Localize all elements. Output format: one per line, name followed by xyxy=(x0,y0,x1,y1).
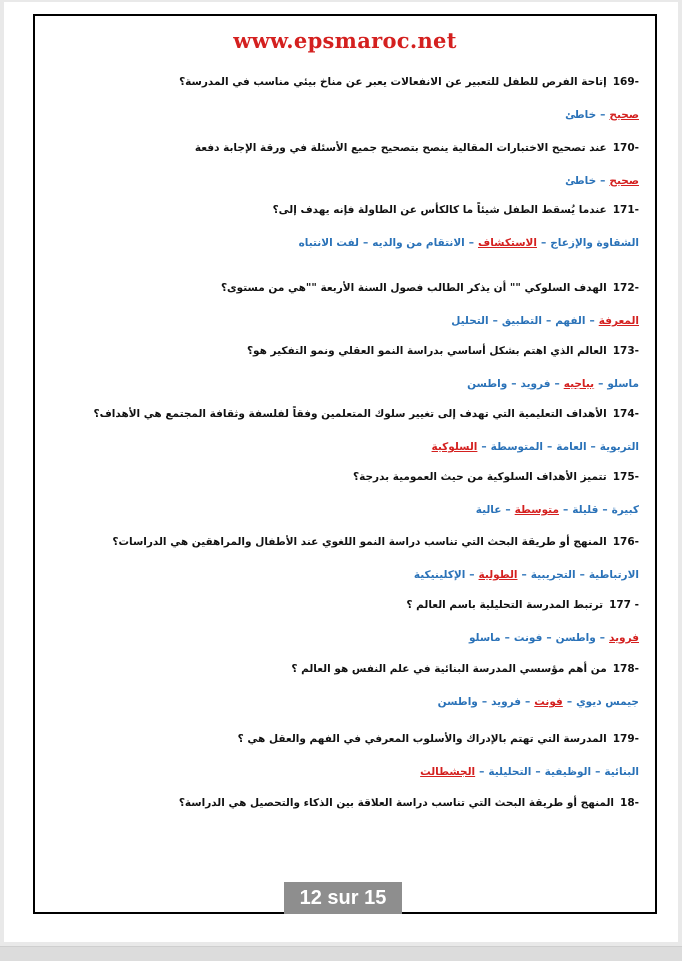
question-text: المنهج أو طريقة البحث التي تناسب دراسة النمو اللغوي عند الأطفال والمراهقين هي الدراسات؟ xyxy=(112,536,607,548)
question-line xyxy=(51,280,639,296)
option-separator: – xyxy=(566,696,573,708)
answer-option: ماسلو xyxy=(468,632,501,644)
option-separator: – xyxy=(511,378,517,390)
correct-answer: صحيح xyxy=(609,109,639,121)
question-number: 18- xyxy=(620,797,639,809)
question-line xyxy=(51,534,639,550)
answer-option: الشقاوة والإزعاج xyxy=(550,237,639,249)
page-border xyxy=(33,14,657,914)
option-separator: – xyxy=(535,766,541,778)
question-text: المنهج أو طريقة البحث التي تناسب دراسة العلاقة بين الذكاء والتحصيل هي الدراسة؟ xyxy=(178,797,615,809)
question-line xyxy=(51,469,639,485)
answer-option: الفهم xyxy=(555,315,586,327)
answer-option: الارتباطية xyxy=(588,569,639,581)
option-separator: – xyxy=(562,504,569,516)
answer-option: ماسلو xyxy=(607,378,639,390)
option-separator: – xyxy=(479,766,485,778)
option-separator: – xyxy=(600,109,606,121)
option-separator: – xyxy=(481,696,488,708)
question-number: 174- xyxy=(612,408,639,420)
question-line xyxy=(51,597,639,613)
answer-options xyxy=(51,235,639,251)
option-separator: – xyxy=(579,569,585,581)
option-separator: – xyxy=(521,569,527,581)
option-separator: – xyxy=(540,237,547,249)
question-number: 172- xyxy=(612,282,639,294)
correct-answer: فونت xyxy=(534,696,563,708)
question-text: تتميز الأهداف السلوكية من حيث العمومية بدرجة؟ xyxy=(353,471,607,483)
answer-option: المتوسطة xyxy=(490,441,544,453)
question-number: 173- xyxy=(612,345,639,357)
answer-options xyxy=(51,313,639,329)
option-separator: – xyxy=(600,175,606,187)
question-text: العالم الذي اهتم بشكل أساسي بدراسة النمو العقلي ونمو التفكير هو؟ xyxy=(246,345,607,357)
question-number: 171- xyxy=(612,204,639,216)
option-separator: – xyxy=(481,441,487,453)
answer-option: الوظيفية xyxy=(544,766,592,778)
document-page xyxy=(4,2,678,942)
question-line xyxy=(51,795,639,811)
correct-answer: متوسطة xyxy=(514,504,559,516)
option-separator: – xyxy=(545,315,552,327)
question-text: عند تصحيح الاختبارات المقالية ينصح بتصحيح جميع الأسئلة في ورقة الإجابة دفعة xyxy=(194,142,607,154)
answer-option: جيمس ديوي xyxy=(576,696,639,708)
answer-option: عالية xyxy=(475,504,502,516)
question-number: 169- xyxy=(612,76,639,88)
answer-option: واطسن xyxy=(555,632,596,644)
question-line xyxy=(51,202,639,218)
option-separator: – xyxy=(599,632,606,644)
answer-option: لفت الانتباه xyxy=(298,237,359,249)
site-header: www.epsmaroc.net xyxy=(233,28,457,53)
correct-answer: المعرفة xyxy=(598,315,639,327)
answer-option: التربوية xyxy=(599,441,639,453)
answer-option: فرويد xyxy=(491,696,522,708)
question-number: 179- xyxy=(612,733,639,745)
question-text: الأهداف التعليمية التي تهدف إلى تغيير سلوك المتعلمين وفقاً لفلسفة وثقافة المجتمع هي الأهداف؟ xyxy=(93,408,607,420)
question-text: من أهم مؤسسي المدرسة البنائية في علم النفس هو العالم ؟ xyxy=(291,663,607,675)
viewer-bottom-bar xyxy=(0,946,682,961)
answer-option: خاطئ xyxy=(565,109,597,121)
question-line xyxy=(51,140,639,156)
answer-options xyxy=(51,107,639,123)
option-separator: – xyxy=(362,237,369,249)
answer-options xyxy=(51,502,639,518)
question-line xyxy=(51,74,639,90)
option-separator: – xyxy=(554,378,560,390)
answer-option: الإكلينيكية xyxy=(413,569,466,581)
option-separator: – xyxy=(589,315,595,327)
question-number: 175- xyxy=(612,471,639,483)
question-text: ترتبط المدرسة التحليلية باسم العالم ؟ xyxy=(406,599,604,611)
correct-answer: بياجيه xyxy=(563,378,595,390)
question-line xyxy=(51,406,639,422)
option-separator: – xyxy=(492,315,498,327)
option-separator: – xyxy=(468,237,474,249)
correct-answer: الجشطالت xyxy=(420,766,476,778)
answer-option: واطسن xyxy=(467,378,508,390)
option-separator: – xyxy=(504,632,510,644)
correct-answer: السلوكية xyxy=(431,441,478,453)
question-number: 176- xyxy=(612,536,639,548)
answer-options xyxy=(51,376,639,392)
answer-options xyxy=(51,630,639,646)
answer-options xyxy=(51,764,639,780)
question-text: المدرسة التي تهتم بالإدراك والأسلوب المعرفي في الفهم والعقل هي ؟ xyxy=(237,733,607,745)
answer-options xyxy=(51,173,639,189)
correct-answer: صحيح xyxy=(609,175,639,187)
answer-option: التطبيق xyxy=(501,315,542,327)
option-separator: – xyxy=(602,504,608,516)
answer-option: البنائية xyxy=(604,766,639,778)
question-number: 170- xyxy=(612,142,639,154)
answer-option: واطسن xyxy=(437,696,478,708)
answer-option: كبيرة xyxy=(611,504,639,516)
question-text: إتاحة الفرص للطفل للتعبير عن الانفعالات يعبر عن مناخ بيئي مناسب في المدرسة؟ xyxy=(179,76,607,88)
answer-option: الانتقام من والديه xyxy=(372,237,465,249)
question-text: الهدف السلوكي "" أن يذكر الطالب فصول السنة الأربعة ""هي من مستوى؟ xyxy=(220,282,607,294)
correct-answer: فرويد xyxy=(609,632,639,644)
question-line xyxy=(51,343,639,359)
option-separator: – xyxy=(469,569,475,581)
option-separator: – xyxy=(595,766,601,778)
answer-option: فرويد xyxy=(520,378,551,390)
question-number: 177 - xyxy=(609,599,639,611)
answer-option: التحليلية xyxy=(488,766,532,778)
answer-option: التجريبية xyxy=(530,569,576,581)
answer-option: العامة xyxy=(556,441,587,453)
question-number: 178- xyxy=(612,663,639,675)
page-indicator: 12 sur 15 xyxy=(284,882,402,914)
answer-option: التحليل xyxy=(451,315,489,327)
option-separator: – xyxy=(505,504,511,516)
question-line xyxy=(51,731,639,747)
question-text: عندما يُسقط الطفل شيئاً ما كالكأس عن الطاولة فإنه يهدف إلى؟ xyxy=(272,204,607,216)
option-separator: – xyxy=(590,441,596,453)
question-line xyxy=(51,661,639,677)
option-separator: – xyxy=(546,632,552,644)
answer-options xyxy=(51,567,639,583)
answer-option: فونت xyxy=(513,632,543,644)
answer-option: قليلة xyxy=(572,504,599,516)
answer-options xyxy=(51,694,639,710)
option-separator: – xyxy=(598,378,604,390)
option-separator: – xyxy=(547,441,553,453)
correct-answer: الاستكشاف xyxy=(478,237,537,249)
answer-options xyxy=(51,439,639,455)
answer-option: خاطئ xyxy=(565,175,597,187)
correct-answer: الطولية xyxy=(478,569,518,581)
option-separator: – xyxy=(525,696,531,708)
